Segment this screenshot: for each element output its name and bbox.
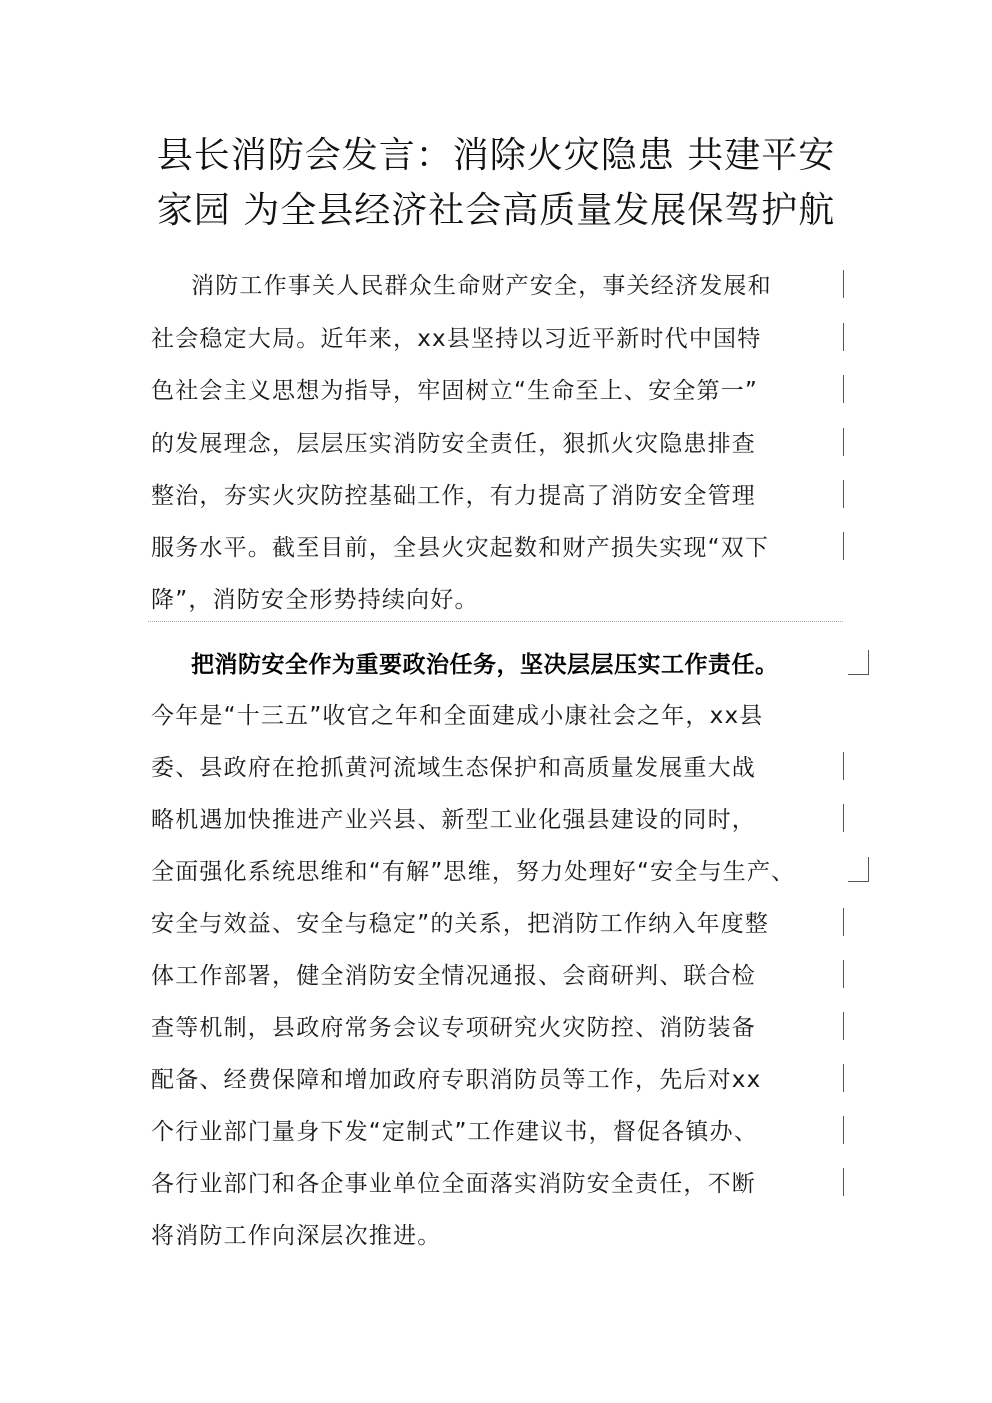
paragraph1-line-2: 社会稳定大局。近年来，xx县坚持以习近平新时代中国特 bbox=[151, 326, 762, 352]
margin-marker bbox=[843, 1116, 844, 1144]
paragraph1-line-1: 消防工作事关人民群众生命财产安全，事关经济发展和 bbox=[191, 273, 772, 299]
paragraph2-line-8: 配备、经费保障和增加政府专职消防员等工作，先后对xx bbox=[151, 1067, 762, 1093]
paragraph1-line-7: 降”，消防安全形势持续向好。 bbox=[151, 587, 479, 613]
paragraph2-line-9: 个行业部门量身下发“定制式”工作建议书，督促各镇办、 bbox=[151, 1119, 759, 1145]
paragraph1-line-6: 服务水平。截至目前，全县火灾起数和财产损失实现“双下 bbox=[151, 535, 770, 561]
margin-marker bbox=[843, 960, 844, 988]
margin-marker bbox=[843, 270, 844, 298]
margin-marker bbox=[843, 480, 844, 508]
paragraph1-line-4: 的发展理念，层层压实消防安全责任，狠抓火灾隐患排查 bbox=[151, 431, 756, 457]
paragraph2-line-11: 将消防工作向深层次推进。 bbox=[151, 1223, 442, 1249]
margin-marker bbox=[843, 428, 844, 456]
paragraph1-line-5: 整治，夯实火灾防控基础工作，有力提高了消防安全管理 bbox=[151, 483, 756, 509]
paragraph2-line-1: 今年是“十三五”收官之年和全面建成小康社会之年，xx县 bbox=[151, 703, 764, 729]
document-title-line-1: 县长消防会发言：消除火灾隐患 共建平安 bbox=[156, 135, 836, 176]
margin-marker bbox=[843, 532, 844, 560]
paragraph2-line-7: 查等机制，县政府常务会议专项研究火灾防控、消防装备 bbox=[151, 1015, 756, 1041]
margin-marker bbox=[843, 1012, 844, 1040]
margin-corner-marker bbox=[848, 650, 869, 675]
section-heading: 把消防安全作为重要政治任务，坚决层层压实工作责任。 bbox=[191, 652, 779, 678]
paragraph-separator bbox=[148, 621, 843, 622]
paragraph2-line-4: 全面强化系统思维和“有解”思维，努力处理好“安全与生产、 bbox=[151, 859, 796, 885]
margin-marker bbox=[843, 323, 844, 351]
margin-marker bbox=[843, 752, 844, 780]
paragraph1-line-3: 色社会主义思想为指导，牢固树立“生命至上、安全第一” bbox=[151, 378, 759, 404]
paragraph2-line-5: 安全与效益、安全与稳定”的关系，把消防工作纳入年度整 bbox=[151, 911, 770, 937]
margin-marker bbox=[843, 1168, 844, 1196]
paragraph2-line-10: 各行业部门和各企事业单位全面落实消防安全责任，不断 bbox=[151, 1171, 756, 1197]
paragraph2-line-2: 委、县政府在抢抓黄河流域生态保护和高质量发展重大战 bbox=[151, 755, 756, 781]
paragraph2-line-6: 体工作部署，健全消防安全情况通报、会商研判、联合检 bbox=[151, 963, 756, 989]
margin-marker bbox=[843, 1064, 844, 1092]
paragraph2-line-3: 略机遇加快推进产业兴县、新型工业化强县建设的同时， bbox=[151, 807, 756, 833]
margin-marker bbox=[843, 804, 844, 832]
margin-marker bbox=[843, 908, 844, 936]
margin-marker bbox=[843, 375, 844, 403]
document-title-line-2: 家园 为全县经济社会高质量发展保驾护航 bbox=[156, 190, 836, 231]
margin-corner-marker bbox=[848, 857, 869, 882]
